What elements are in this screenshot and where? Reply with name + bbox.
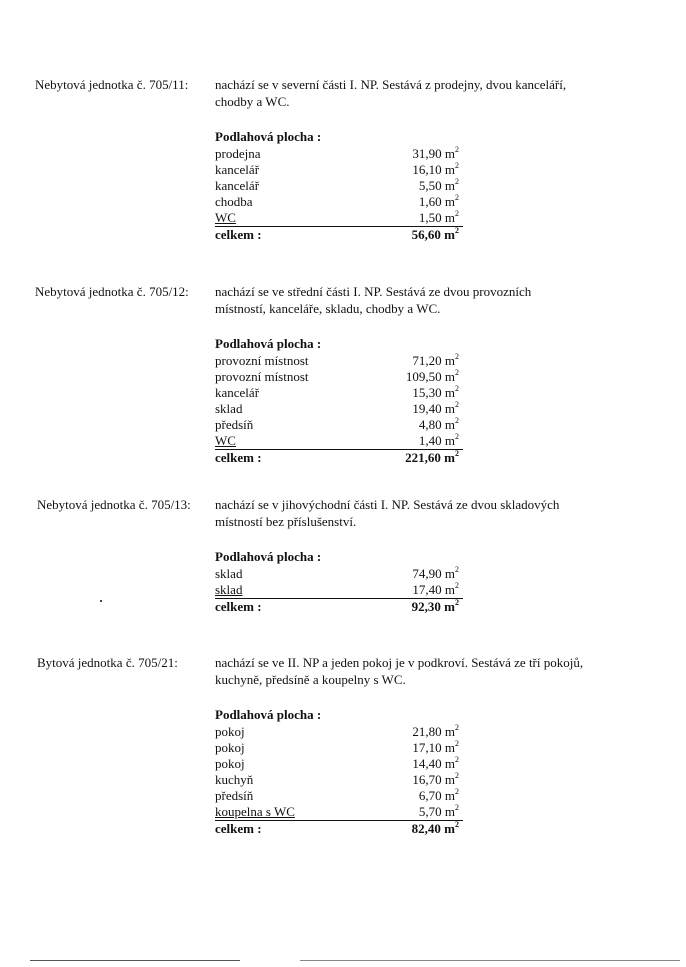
room-name: kuchyň bbox=[215, 772, 254, 787]
room-area bbox=[412, 724, 459, 740]
area-unit: m bbox=[444, 724, 455, 739]
room-name: WC bbox=[215, 433, 236, 448]
floor-area-heading: Podlahová plocha : bbox=[215, 336, 322, 351]
room-name: kancelář bbox=[215, 162, 260, 177]
room-area-value: 15,30 bbox=[412, 385, 442, 400]
area-row bbox=[215, 369, 463, 385]
room-name: pokoj bbox=[215, 756, 245, 771]
room-area-value: 5,50 bbox=[418, 178, 442, 193]
stray-mark bbox=[100, 600, 102, 602]
room-area bbox=[412, 162, 459, 178]
area-unit-exponent: 2 bbox=[455, 770, 459, 780]
floor-area-heading: Podlahová plocha : bbox=[215, 549, 322, 564]
area-unit: m bbox=[444, 821, 455, 836]
room-area bbox=[412, 353, 459, 369]
room-area bbox=[412, 756, 459, 772]
room-name: WC bbox=[215, 210, 236, 225]
room-area-value: 1,40 bbox=[418, 433, 442, 448]
area-unit: m bbox=[444, 450, 455, 465]
room-area bbox=[419, 417, 459, 433]
area-row bbox=[215, 788, 463, 804]
area-unit-exponent: 2 bbox=[455, 399, 459, 409]
area-row bbox=[215, 582, 463, 599]
area-unit-exponent: 2 bbox=[455, 176, 459, 186]
area-unit-exponent: 2 bbox=[455, 722, 459, 732]
room-area-value: 109,50 bbox=[405, 369, 442, 384]
area-unit: m bbox=[444, 740, 455, 755]
area-unit: m bbox=[444, 401, 455, 416]
room-area-value: 19,40 bbox=[412, 401, 442, 416]
area-unit: m bbox=[444, 353, 455, 368]
area-unit: m bbox=[444, 599, 455, 614]
room-name: předsíň bbox=[215, 417, 254, 432]
room-area bbox=[419, 804, 459, 820]
floor-area-table bbox=[215, 336, 463, 466]
area-unit: m bbox=[444, 385, 455, 400]
unit-description: nachází se ve střední části I. NP. Sestává ze dvou provozních místností, kanceláře, skladu, chodby a WC. bbox=[215, 284, 532, 316]
room-area-value: 71,20 bbox=[412, 353, 442, 368]
room-area bbox=[419, 178, 459, 194]
total-area bbox=[405, 450, 459, 466]
area-unit: m bbox=[444, 162, 455, 177]
area-row bbox=[215, 146, 463, 162]
room-area-value: 16,10 bbox=[412, 162, 442, 177]
area-row bbox=[215, 804, 463, 821]
area-unit-exponent: 2 bbox=[455, 786, 459, 796]
total-label: celkem : bbox=[215, 227, 262, 242]
unit-description: nachází se v jihovýchodní části I. NP. Sestává ze dvou skladových místností bez příslušenství. bbox=[215, 497, 560, 529]
area-total-row bbox=[215, 450, 463, 466]
total-area-value: 82,40 bbox=[411, 821, 441, 836]
total-area-value: 56,60 bbox=[411, 227, 441, 242]
room-area bbox=[412, 566, 459, 582]
room-area bbox=[412, 401, 459, 417]
room-name: pokoj bbox=[215, 740, 245, 755]
room-area-value: 14,40 bbox=[412, 756, 442, 771]
area-unit-exponent: 2 bbox=[455, 367, 459, 377]
room-area bbox=[412, 740, 459, 756]
area-unit: m bbox=[444, 146, 455, 161]
area-row bbox=[215, 724, 463, 740]
room-name: koupelna s WC bbox=[215, 804, 295, 819]
area-unit: m bbox=[444, 804, 455, 819]
room-area-value: 21,80 bbox=[412, 724, 442, 739]
area-unit-exponent: 2 bbox=[455, 383, 459, 393]
unit-label: Nebytová jednotka č. 705/13: bbox=[37, 497, 191, 512]
room-area-value: 74,90 bbox=[412, 566, 442, 581]
room-name: prodejna bbox=[215, 146, 261, 161]
room-name: pokoj bbox=[215, 724, 245, 739]
area-row bbox=[215, 353, 463, 369]
area-unit: m bbox=[444, 433, 455, 448]
total-area-value: 92,30 bbox=[411, 599, 441, 614]
floor-area-heading: Podlahová plocha : bbox=[215, 129, 322, 144]
room-area bbox=[419, 210, 459, 226]
room-name: sklad bbox=[215, 582, 243, 597]
room-area bbox=[419, 194, 459, 210]
area-unit: m bbox=[444, 566, 455, 581]
area-unit-exponent: 2 bbox=[455, 754, 459, 764]
area-unit-exponent: 2 bbox=[455, 144, 459, 154]
room-area-value: 16,70 bbox=[412, 772, 442, 787]
room-area bbox=[419, 788, 459, 804]
room-area bbox=[412, 385, 459, 401]
area-unit-exponent: 2 bbox=[455, 802, 459, 812]
area-row bbox=[215, 756, 463, 772]
area-unit: m bbox=[444, 227, 455, 242]
room-name: chodba bbox=[215, 194, 253, 209]
area-row bbox=[215, 433, 463, 450]
room-name: sklad bbox=[215, 401, 243, 416]
area-unit-exponent: 2 bbox=[455, 351, 459, 361]
room-area-value: 1,50 bbox=[418, 210, 442, 225]
area-unit-exponent: 2 bbox=[455, 431, 459, 441]
floor-area-table bbox=[215, 707, 463, 837]
room-area bbox=[412, 772, 459, 788]
area-unit-exponent: 2 bbox=[455, 564, 459, 574]
total-area bbox=[412, 821, 459, 837]
area-row bbox=[215, 162, 463, 178]
area-unit: m bbox=[444, 210, 455, 225]
area-unit: m bbox=[444, 369, 455, 384]
room-area-value: 5,70 bbox=[418, 804, 442, 819]
area-total-row bbox=[215, 599, 463, 615]
room-area bbox=[419, 433, 459, 449]
total-area bbox=[412, 599, 459, 615]
floor-area-table bbox=[215, 549, 463, 615]
area-unit: m bbox=[444, 772, 455, 787]
area-unit-exponent: 2 bbox=[455, 819, 459, 829]
floor-area-heading: Podlahová plocha : bbox=[215, 707, 322, 722]
room-area-value: 17,40 bbox=[412, 582, 442, 597]
room-area bbox=[412, 582, 459, 598]
unit-label: Nebytová jednotka č. 705/12: bbox=[35, 284, 189, 299]
area-row bbox=[215, 194, 463, 210]
area-unit: m bbox=[444, 178, 455, 193]
room-name: předsíň bbox=[215, 788, 254, 803]
room-name: sklad bbox=[215, 566, 243, 581]
area-unit-exponent: 2 bbox=[455, 208, 459, 218]
area-row bbox=[215, 210, 463, 227]
area-unit: m bbox=[444, 756, 455, 771]
area-row bbox=[215, 178, 463, 194]
area-row bbox=[215, 417, 463, 433]
area-unit: m bbox=[444, 788, 455, 803]
area-unit: m bbox=[444, 417, 455, 432]
area-unit: m bbox=[444, 582, 455, 597]
area-unit: m bbox=[444, 194, 455, 209]
total-area-value: 221,60 bbox=[405, 450, 441, 465]
room-name: kancelář bbox=[215, 385, 260, 400]
room-area-value: 4,80 bbox=[418, 417, 442, 432]
room-area bbox=[412, 146, 459, 162]
room-name: provozní místnost bbox=[215, 353, 309, 368]
footer-rule bbox=[300, 960, 680, 961]
area-unit-exponent: 2 bbox=[455, 738, 459, 748]
area-unit-exponent: 2 bbox=[455, 415, 459, 425]
unit-label: Bytová jednotka č. 705/21: bbox=[37, 655, 178, 670]
area-total-row bbox=[215, 227, 463, 243]
total-area bbox=[412, 227, 459, 243]
room-area-value: 31,90 bbox=[412, 146, 442, 161]
room-name: provozní místnost bbox=[215, 369, 309, 384]
room-name: kancelář bbox=[215, 178, 260, 193]
area-row bbox=[215, 566, 463, 582]
area-row bbox=[215, 772, 463, 788]
area-row bbox=[215, 401, 463, 417]
unit-description: nachází se ve II. NP a jeden pokoj je v podkroví. Sestává ze tří pokojů, kuchyně, předsíně a koupelny s WC. bbox=[215, 655, 584, 687]
area-unit-exponent: 2 bbox=[455, 160, 459, 170]
room-area-value: 1,60 bbox=[418, 194, 442, 209]
room-area-value: 17,10 bbox=[412, 740, 442, 755]
area-unit-exponent: 2 bbox=[455, 580, 459, 590]
total-label: celkem : bbox=[215, 450, 262, 465]
area-total-row bbox=[215, 821, 463, 837]
total-label: celkem : bbox=[215, 599, 262, 614]
floor-area-table bbox=[215, 129, 463, 243]
area-unit-exponent: 2 bbox=[455, 225, 459, 235]
unit-label: Nebytová jednotka č. 705/11: bbox=[35, 77, 189, 92]
area-row bbox=[215, 385, 463, 401]
room-area-value: 6,70 bbox=[418, 788, 442, 803]
area-unit-exponent: 2 bbox=[455, 597, 459, 607]
footer-rule bbox=[30, 960, 240, 961]
area-unit-exponent: 2 bbox=[455, 448, 459, 458]
room-area bbox=[406, 369, 459, 385]
total-label: celkem : bbox=[215, 821, 262, 836]
unit-description: nachází se v severní části I. NP. Sestává z prodejny, dvou kanceláří, chodby a WC. bbox=[215, 77, 567, 109]
area-unit-exponent: 2 bbox=[455, 192, 459, 202]
area-row bbox=[215, 740, 463, 756]
